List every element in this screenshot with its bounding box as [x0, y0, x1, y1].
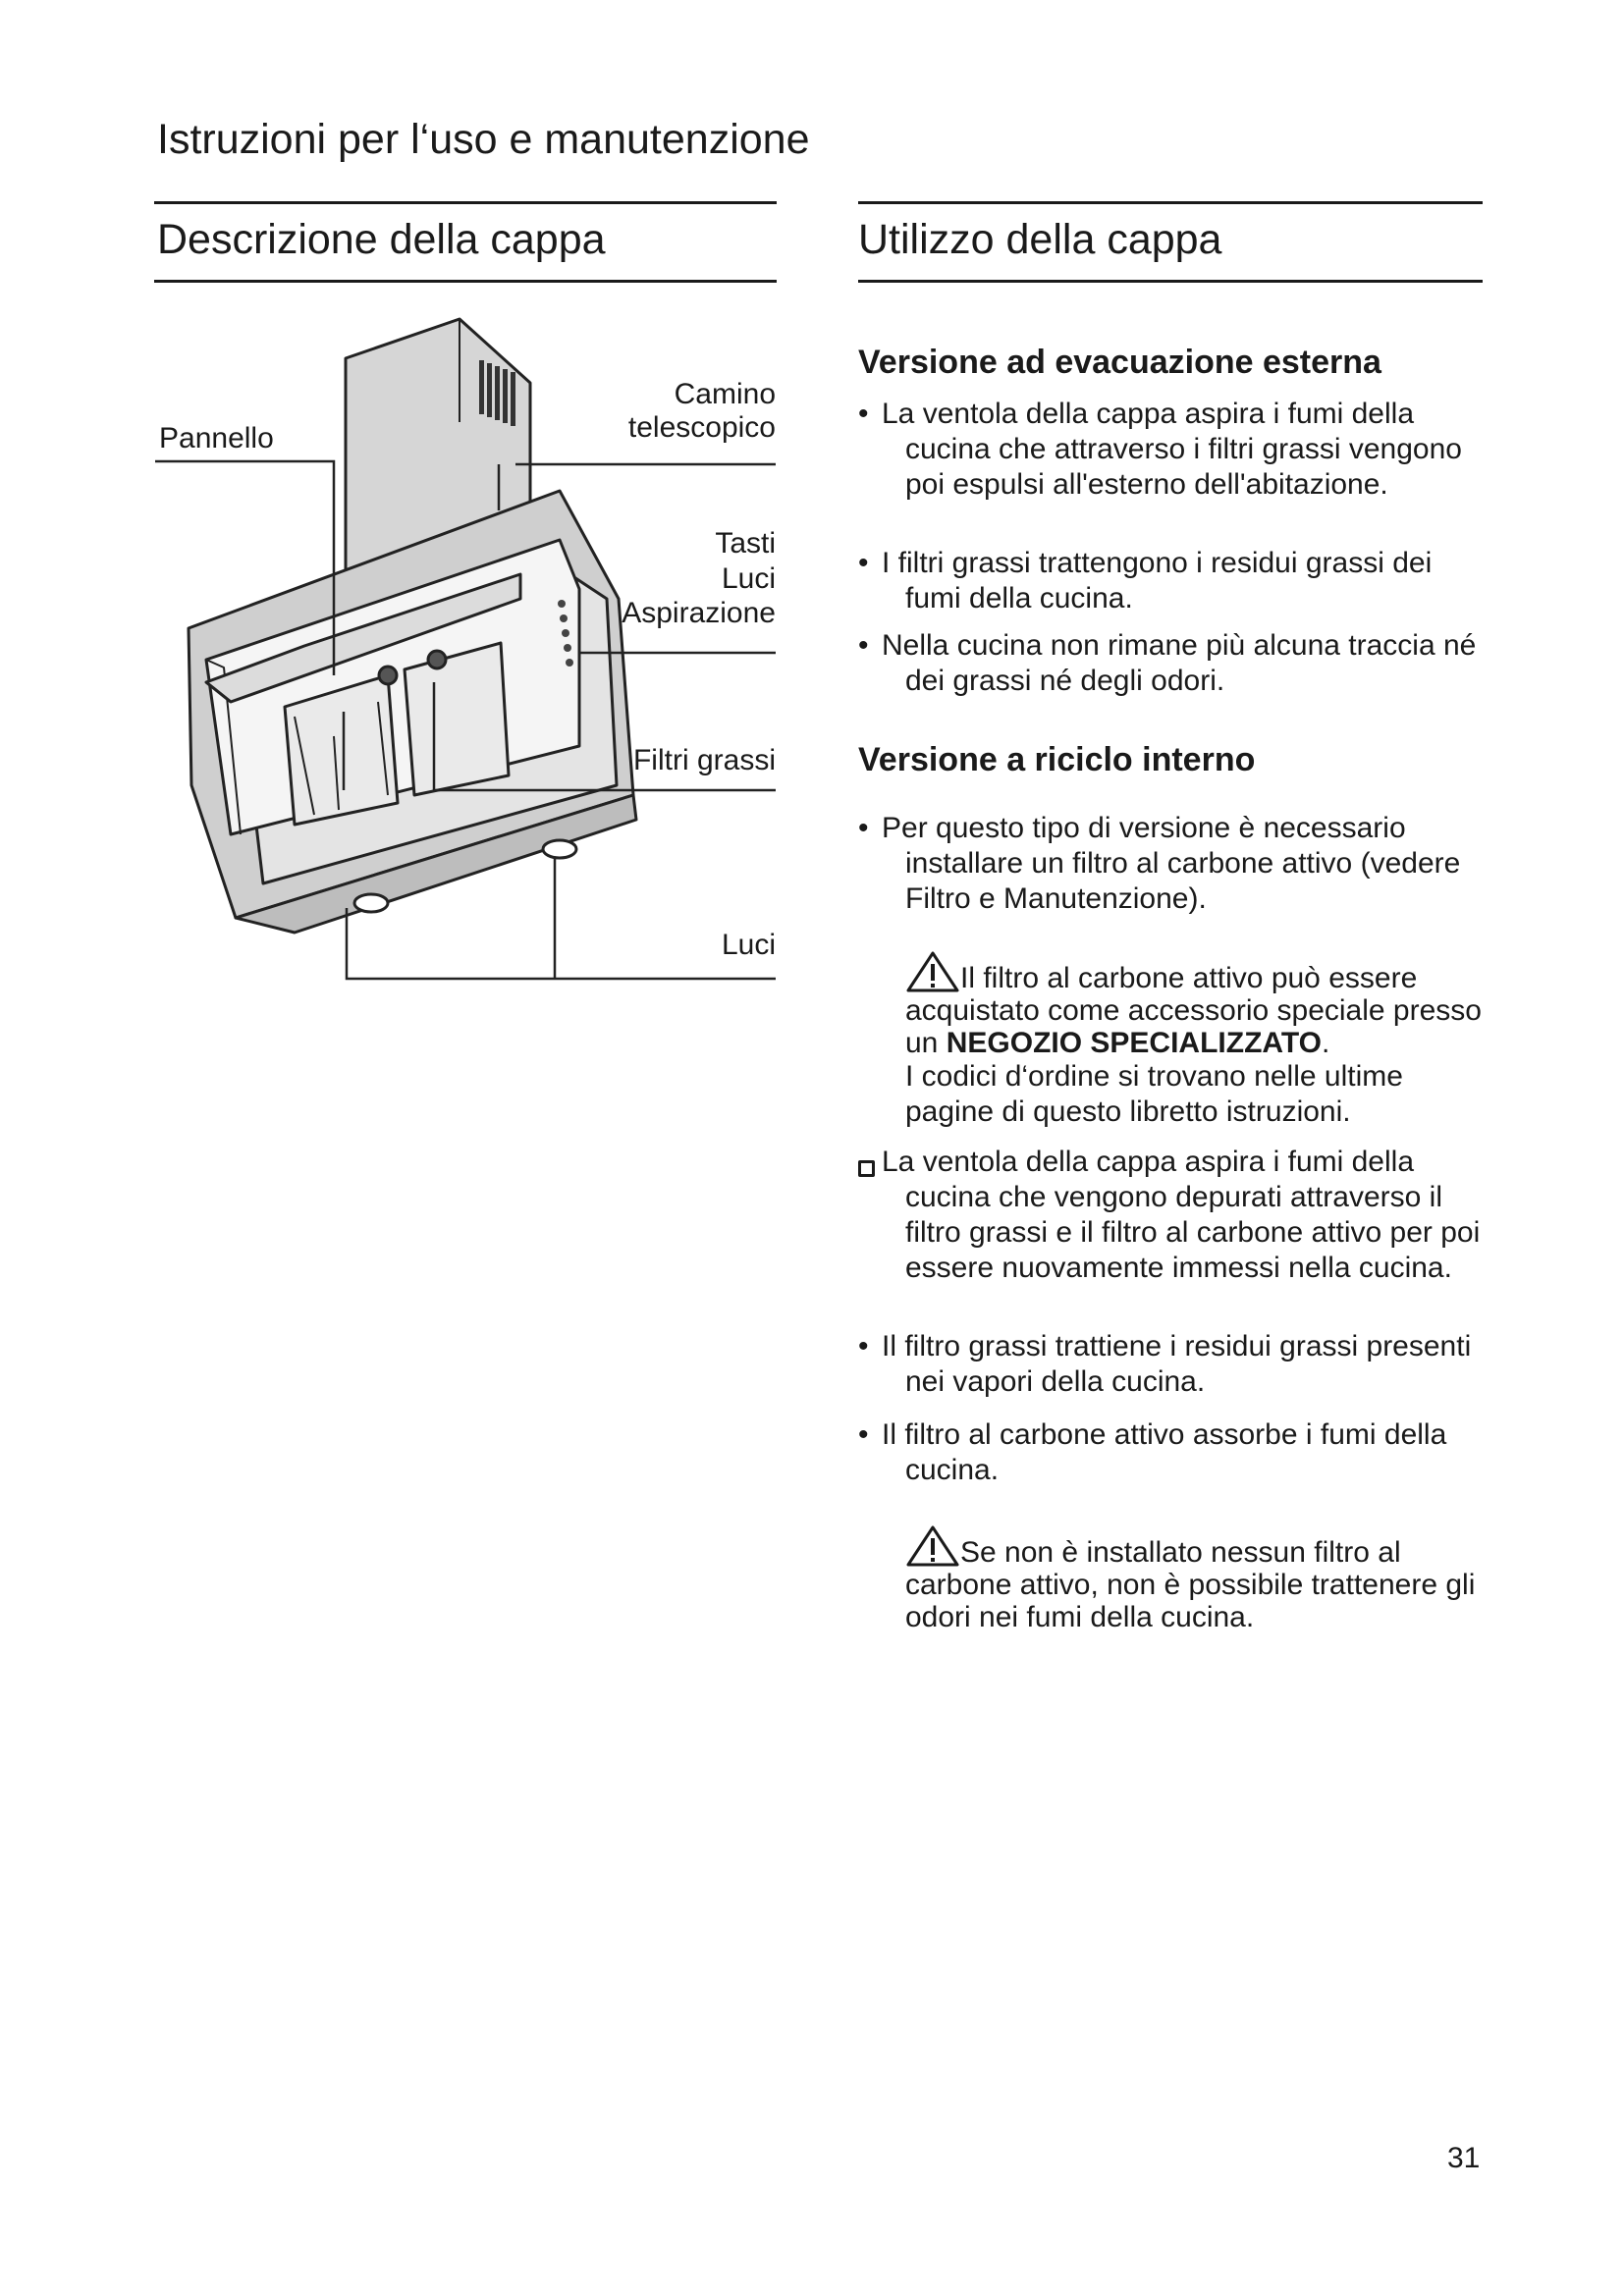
section-rule-bottom-right	[858, 280, 1483, 283]
hood-diagram	[147, 304, 785, 1001]
checkbox-icon	[858, 1150, 875, 1186]
label-camino: Camino	[674, 378, 776, 410]
warning-icon	[905, 1524, 960, 1568]
list-item-text: Il filtro al carbone attivo assorbe i fumi della cucina.	[882, 1418, 1447, 1486]
section-title-description: Descrizione della cappa	[157, 216, 606, 263]
page-number: 31	[1447, 2142, 1481, 2174]
label-filtri-grassi: Filtri grassi	[632, 744, 776, 776]
note-text: Il filtro al carbone attivo può essere acquistato come accessorio speciale presso un	[905, 962, 1482, 1059]
subheading-external: Versione ad evacuazione esterna	[858, 344, 1381, 381]
warning-icon	[905, 950, 960, 993]
note-order-codes: I codici d‘ordine si trovano nelle ultime pagine di questo libretto istruzioni.	[905, 1060, 1403, 1128]
bullet-marker: •	[858, 1330, 869, 1362]
warning-note-odors	[905, 1524, 1494, 1633]
list-item	[858, 628, 1487, 699]
list-item	[858, 811, 1487, 917]
note-text-end: .	[1321, 1027, 1330, 1059]
list-item	[858, 1145, 1487, 1286]
label-luci-buttons: Luci	[721, 562, 776, 595]
label-tasti: Tasti	[715, 527, 776, 560]
list-item	[858, 546, 1487, 616]
label-luci-lights: Luci	[721, 929, 776, 961]
bullet-marker: •	[858, 629, 869, 662]
subheading-internal: Versione a riciclo interno	[858, 741, 1256, 778]
bullet-marker: •	[858, 398, 869, 430]
list-item-text: Per questo tipo di versione è necessario installare un filtro al carbone attivo (vedere Filtro e Manutenzione).	[882, 812, 1461, 915]
section-rule-bottom-left	[154, 280, 777, 283]
bullet-marker: •	[858, 547, 869, 579]
list-item-text: La ventola della cappa aspira i fumi della cucina che attraverso i filtri grassi vengono poi espulsi all'esterno dell'abitazione.	[882, 398, 1462, 501]
section-rule-top-left	[154, 201, 777, 204]
list-item	[858, 1417, 1487, 1488]
list-item-text: I filtri grassi trattengono i residui grassi dei fumi della cucina.	[882, 547, 1433, 614]
bullet-marker: •	[858, 812, 869, 844]
list-item-text: Il filtro grassi trattiene i residui grassi presenti nei vapori della cucina.	[882, 1330, 1472, 1398]
note-text: Se non è installato nessun filtro al carbone attivo, non è possibile trattenere gli odori nei fumi della cucina.	[905, 1536, 1476, 1633]
warning-note-charcoal	[905, 950, 1494, 1130]
label-pannello: Pannello	[159, 422, 274, 454]
list-item-text: La ventola della cappa aspira i fumi della cucina che vengono depurati attraverso il filtro grassi e il filtro al carbone attivo per poi essere nuovamente immessi nella cucina.	[882, 1146, 1481, 1284]
bullet-marker: •	[858, 1418, 869, 1451]
label-telescopico: telescopico	[627, 411, 776, 444]
document-title: Istruzioni per l‘uso e manutenzione	[157, 116, 810, 163]
section-rule-top-right	[858, 201, 1483, 204]
label-aspirazione: Aspirazione	[622, 597, 776, 629]
list-item	[858, 1329, 1487, 1400]
note-emphasis: NEGOZIO SPECIALIZZATO	[946, 1027, 1322, 1059]
section-title-usage: Utilizzo della cappa	[858, 216, 1222, 263]
list-item-text: Nella cucina non rimane più alcuna traccia né dei grassi né degli odori.	[882, 629, 1477, 697]
list-item	[858, 397, 1487, 503]
